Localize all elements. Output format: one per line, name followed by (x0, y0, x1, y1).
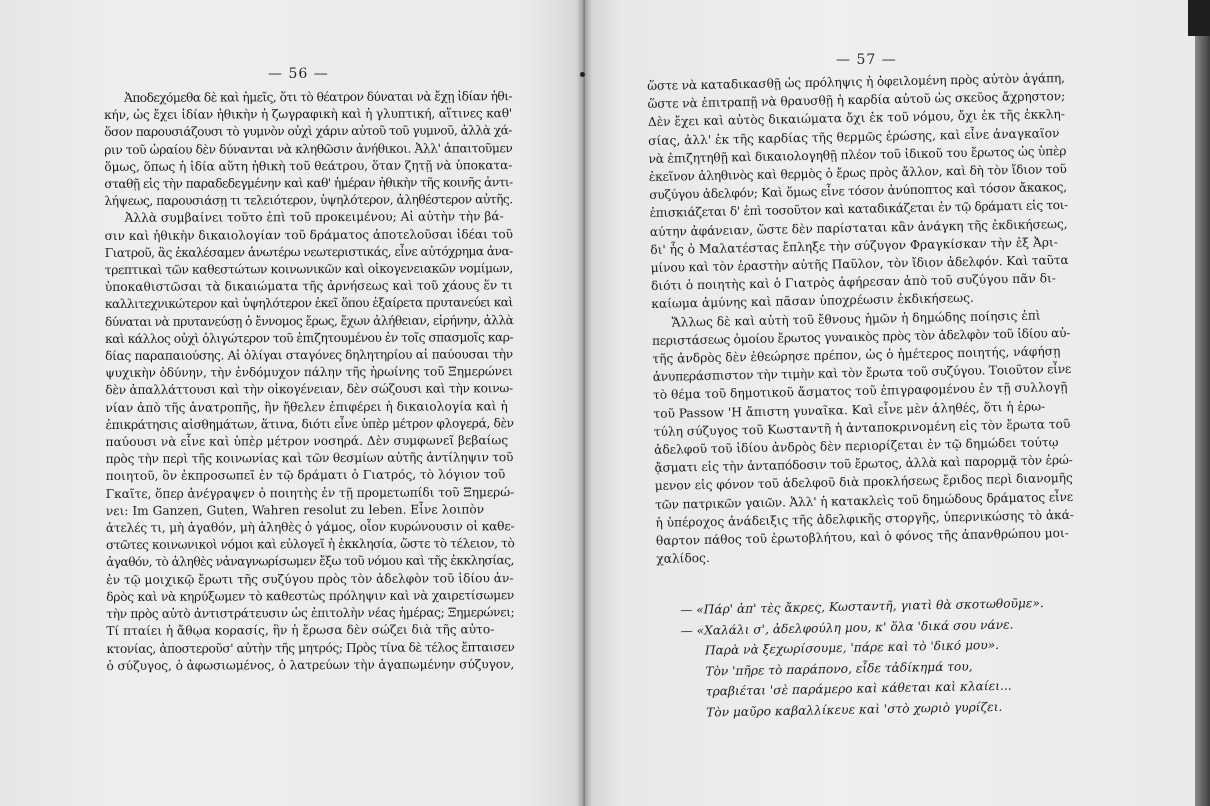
text-line: νίαν ἀπὸ τῆς ἀνατροπῆς, ἣν ἤθελεν ἐπιφέρει ἡ δικαιολογία καὶ ἡ (105, 398, 508, 415)
text-line: ᾄσματι εἰς τὴν ἀνταπόδοσιν τοῦ ἔρωτος, ἀλλὰ καὶ παρορμᾷ τὸν ἐρώ- (654, 453, 1073, 476)
text-line: ποιητοῦ, ὃν ἐκπροσωπεῖ ἐν τῷ δράματι ὁ Γιατρός, τὸ λόγιον τοῦ (105, 467, 506, 484)
text-line: παύουσι νὰ εἶνε καὶ ὑπὲρ μέτρον νοσηρά. Δὲν συμφωνεῖ βεβαίως (105, 433, 509, 450)
text-line: ἐπικράτησις αἰσθημάτων, ἅτινα, διότι εἶνε ὑπὲρ μέτρον φλογερά, δὲν (105, 416, 514, 432)
text-line: νει: Im Ganzen, Guten, Wahren resolut zu leben. Εἶνε λοιπὸν (105, 502, 485, 518)
scan-corner (1188, 0, 1210, 36)
text-line: κήν, ὡς ἔχει ἰδίαν ἠθικὴν ἡ ζωγραφικὴ καὶ ἡ γλυπτική, αἵτινες καθ' (104, 106, 513, 123)
text-line: πρὸς τὴν περὶ τῆς κοινωνίας καὶ τῶν θεσμίων αὐτῆς ἀντίληψιν τοῦ (105, 450, 514, 467)
page-edge-shadow (1195, 0, 1210, 806)
text-line: ἐκεῖνον ἀληθινὸς καὶ θερμὸς ὁ ἔρως πρὸς ἄλλον, καὶ δὴ τὸν ἴδιον τοῦ (648, 161, 1067, 184)
text-line: τύλη σύζυγος τοῦ Κωσταντῆ ἡ ἀνταποκρινομένη εἰς τὸν ἔρωτα τοῦ (653, 416, 1071, 439)
left-page (0, 0, 584, 806)
text-line: ἀδελφοῦ τοῦ ἰδίου ἀνδρὸς δὲν περιορίζεται ἐν τῷ δημώδει τούτῳ (654, 435, 1059, 457)
page-number-left: — 56 — (268, 66, 329, 82)
text-line: τῶν πατρικῶν γαιῶν. Ἀλλ' ἡ κατακλεὶς τοῦ δημώδους δράματος εἶνε (655, 489, 1074, 512)
text-line: μενον εἰς φόνον τοῦ ἀδελφοῦ διὰ προκλήσεως ἔριδος περὶ διανομῆς (654, 471, 1073, 494)
text-line: ὥστε νὰ καταδικασθῇ ὡς πρόληψις ἡ ὀφειλομένη πρὸς αὐτὸν ἀγάπη, (647, 70, 1065, 93)
text-line: καίωμα ἀμύνης καὶ πᾶσαν ὑποχρέωσιν ἐκδικήσεως. (651, 291, 974, 312)
text-line: δύναται νὰ πρυτανεύσῃ ὁ ἔννομος ἔρως, ἔχων ἀλήθειαν, εἰρήνην, ἀλλὰ (104, 312, 514, 329)
text-line: Ἀποδεχόμεθα δὲ καὶ ἡμεῖς, ὅτι τὸ θέατρον δύναται νὰ ἔχῃ ἰδίαν ἠθι- (124, 89, 513, 105)
text-line: ὅμως, ὅπως ἡ ἰδία αὕτη ἠθικὴ τοῦ θεάτρου, ὅταν ζητῇ νὰ ὑποκατα- (104, 158, 513, 174)
right-page-text (647, 69, 1074, 568)
text-line: δι' ἧς ὁ Μαλατέστας ἔπληξε τὴν σύζυγον Φραγκίσκαν τὴν ἐξ Ἀρι- (650, 234, 1058, 257)
text-line: σιν καὶ ἠθικὴν δικαιολογίαν τοῦ δράματος ἀποτελοῦσαι ἰδέαι τοῦ (104, 226, 514, 243)
text-line: καὶ κάλλος οὐχὶ ὀλιγώτερον τοῦ ἐπιζητουμένου ἐν τοῖς σπασμοῖς καρ- (105, 330, 514, 346)
text-line: δίας παραπαιούσης. Αἱ ὀλίγαι σταγόνες δηλητηρίου αἱ παύουσαι τὴν (105, 347, 513, 364)
text-line: θαρτον πάθος τοῦ ἐρωτοβλήτου, καὶ ὁ φόνος τῆς ἀπανθρώπου μοι- (655, 526, 1069, 548)
text-line: στῶτες κοινωνικοὶ νόμοι καὶ εὐλογεῖ ἡ ἐκκλησία, ὥστε τὸ τέλειον, τὸ (105, 536, 515, 553)
poem-line: Τὸν 'πῆρε τὸ παράπονο, εἶδε τἀδίκημά του, (705, 658, 973, 679)
text-line: τὸ θέμα τοῦ δημοτικοῦ ἄσματος τοῦ ἐπιγραφομένου ἐν τῇ συλλογῇ (652, 380, 1068, 403)
text-line: Δὲν ἔχει καὶ αὐτὸς δικαιώματα ὄχι ἐκ τοῦ νόμου, ὄχι ἐκ τῆς ἐκκλη- (647, 107, 1066, 130)
text-line: ἡ ὑπέροχος ἀνάδειξις τῆς ἀδελφικῆς στοργῆς, ὑπερνικώσης τὸ ἀκά- (655, 507, 1075, 530)
spine-mark (580, 72, 585, 77)
poem-line: τραβιέται 'σὲ παράμερο καὶ κάθεται καὶ κλαίει... (705, 678, 1012, 699)
text-line: σίας, ἀλλ' ἐκ τῆς καρδίας τῆς θερμῶς ἐρώσης, καὶ εἶνε ἀναγκαῖον (648, 125, 1060, 148)
text-line: χαλίδος. (656, 551, 710, 567)
text-line: ὥστε νὰ ἐπιτραπῇ νὰ θραυσθῇ ἡ καρδία αὐτοῦ ὡς σκεῦος ἄχρηστον; (647, 89, 1066, 112)
text-line: Γκαῖτε, ὅπερ ἀνέγραψεν ὁ ποιητὴς ἐν τῇ προμετωπίδι τοῦ Ξημερώ- (105, 484, 515, 501)
text-line: αύτην ἀφάνειαν, ὥστε δὲν παρίσταται κἂν ἀνάγκη τῆς ἐκδικήσεως, (649, 216, 1068, 239)
text-line: ἐπισκιάζεται δ' ἐπὶ τοσοῦτον καὶ καταδικάζεται ἐν τῷ δράματι εἰς τοι- (649, 198, 1069, 221)
text-line: ὅσον παρουσιάζουσι τὸ γυμνὸν οὐχὶ χάριν αὐτοῦ τοῦ γυμνοῦ, ἀλλὰ χά- (104, 123, 512, 140)
poem-line: — «Χαλάλι σ', ἀδελφούλη μου, κ' ὅλα 'δικά σου νάνε. (680, 617, 1014, 638)
book-gutter-shadow (576, 0, 592, 806)
text-line: καλλιτεχνικώτερον καὶ ὑψηλότερον ἐκεῖ ὅπου ἐξαίρετα πρυτανεύει καὶ (104, 295, 513, 312)
text-line: ριν τοῦ ὡραίου δὲν δύνανται νὰ κληθῶσιν ἀνήθικοι. Ἀλλ' ἀπαιτοῦμεν (104, 140, 513, 157)
text-line: σταθῇ εἰς τὴν παραδεδεγμένην καὶ καθ' ἡμέραν ἠθικὴν τῆς κοινῆς ἀντι- (104, 175, 513, 192)
text-line: κτονίας, ἀποστεροῦσ' αὐτὴν τῆς μητρός; Πρὸς τίνα δὲ τέλος ἔπταισεν (106, 639, 515, 656)
text-line: συζύγου ἀδελφόν; Καὶ ὅμως εἶνε τόσον ἀνύποπτος καὶ τόσον ἄκακος, (649, 180, 1067, 203)
text-line: ἐν τῷ μοιχικῷ ἔρωτι τῆς συζύγου πρὸς τὸν ἀδελφὸν τοῦ ἰδίου ἀν- (106, 570, 514, 587)
text-line: δρὸς καὶ νὰ κηρύξωμεν τὸ καθεστὼς πρόληψιν καὶ νὰ χαιρετίσωμεν (106, 588, 515, 604)
text-line: Γιατροῦ, ἃς ἐκαλέσαμεν ἀνωτέρω νεωτεριστικάς, εἶνε αὐτόχρημα ἀνα- (104, 244, 513, 260)
text-line: ὁ σύζυγος, ὁ ἀφωσιωμένος, ὁ λατρεύων τὴν ἀγαπωμένην σύζυγον, (106, 656, 515, 673)
left-page-text (104, 88, 515, 675)
folk-song-excerpt (680, 593, 1042, 723)
text-line: τῆς ἀνδρὸς δὲν ἐθεώρησε πρέπον, ὡς ὁ ἡμέτερος ποιητής, νάφήσῃ (652, 344, 1061, 366)
poem-line: Τὸν μαῦρο καβαλλίκευε καὶ 'στὸ χωριὸ γυρίζει. (706, 699, 1003, 720)
text-line: περιστάσεως ὁμοίου ἔρωτος γυναικὸς πρὸς τὸν ἀδελφὸν τοῦ ἰδίου αὐ- (651, 325, 1071, 348)
text-line: ἀγαθόν, τὸ ἀληθὲς νἀναγνωρίσωμεν ἔξω τοῦ νόμου καὶ τῆς ἐκκλησίας, (106, 553, 514, 570)
right-page (584, 0, 1195, 806)
text-line: δὲν ἀπαλλάττουσι καὶ τὴν οἰκογένειαν, δὲν σώζουσι καὶ τὴν κοινω- (105, 381, 514, 398)
text-line: τρεπτικαὶ τῶν καθεστώτων κοινωνικῶν καὶ οἰκογενειακῶν νομίμων, (104, 261, 513, 278)
text-line: νὰ ἐπιζητηθῇ καὶ δικαιολογηθῇ πλέον τοῦ ἰδικοῦ του ἔρωτος ὡς ὑπὲρ (648, 143, 1067, 166)
text-line: λήψεως, παρουσιάσῃ τι τελειότερον, ὑψηλότερον, ἀληθέστερον αὐτῆς. (104, 192, 513, 209)
page-number-right: — 57 — (836, 52, 897, 68)
text-line: τὴν πρὸς αὐτὸ ἀντιστράτευσιν ὡς ἐπιτολὴν νέας ἡμέρας; Ξημερώνει; (106, 605, 515, 622)
text-line: διότι ὁ ποιητὴς καὶ ὁ Γιατρὸς ἀφήρεσαν ἀπὸ τοῦ συζύγου πᾶν δι- (650, 271, 1057, 294)
text-line: ἀτελές τι, μὴ ἀγαθόν, μὴ ἀληθὲς ὁ γάμος, οἷον κυρώνουσιν οἱ καθε- (105, 519, 515, 536)
text-line: ψυχικὴν ὀδύνην, τὴν ἐνδόμυχον πάλην τῆς ἡρωίνης τοῦ Ξημερώνει (105, 364, 513, 381)
poem-line: Παρὰ νὰ ξεχωρίσουμε, 'πάρε καὶ τὸ 'δικό μου». (704, 637, 1000, 658)
poem-line: — «Πάρ' ἀπ' τὲς ἄκρες, Κωσταντῆ, γιατὶ θὰ σκοτωθοῦμε». (680, 596, 1044, 617)
text-line: Ἄλλως δὲ καὶ αὐτὴ τοῦ ἔθνους ἡμῶν ἡ δημώδης ποίησις ἐπὶ (671, 308, 1041, 330)
text-line: ὑποκαθιστῶσαι τὰ δικαιώματα τῆς ἀρνήσεως καὶ τοῦ χάους ἕν τι (104, 278, 513, 295)
text-line: τοῦ Passow 'Η ἄπιστη γυναῖκα. Καὶ εἶνε μὲν ἀληθές, ὅτι ἡ ἐρω- (653, 399, 1046, 421)
text-line: ἀνυπεράσπιστον τὴν τιμὴν καὶ τὸν ἔρωτα τοῦ συζύγου. Τοιοῦτον εἶνε (652, 362, 1072, 385)
text-line: Ἀλλὰ συμβαίνει τοῦτο ἐπὶ τοῦ προκειμένου; Αἱ αὐτὴν τὴν βά- (124, 209, 504, 226)
text-line: Τί πταίει ἡ ἄθῳα κορασίς, ἣν ἡ ἔρωσα δὲν σώζει διὰ τῆς αὐτο- (106, 622, 495, 639)
text-line: μίνου καὶ τὸν ἐραστὴν αὐτῆς Παῦλον, τὸν ἴδιον ἀδελφόν. Καὶ ταῦτα (650, 252, 1069, 275)
